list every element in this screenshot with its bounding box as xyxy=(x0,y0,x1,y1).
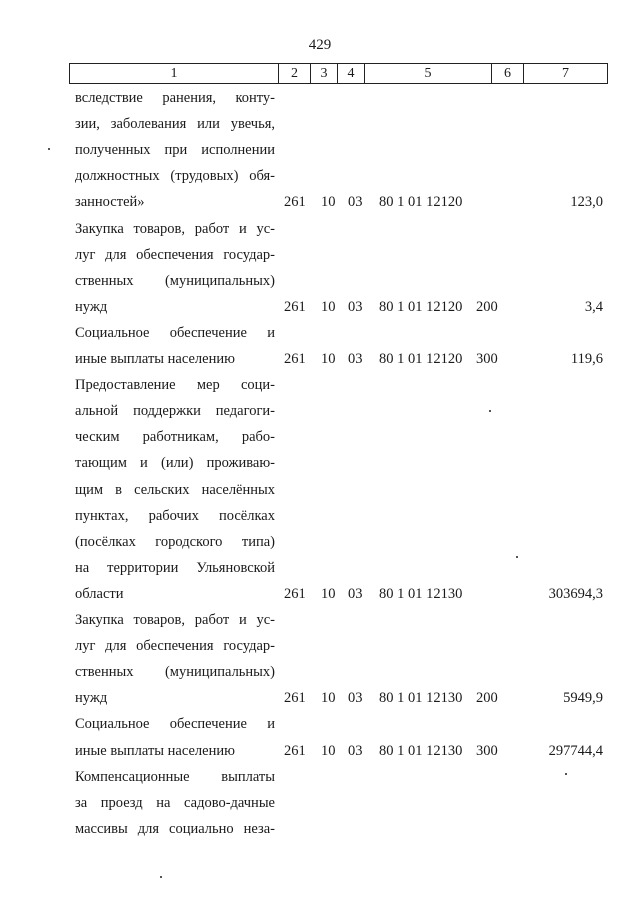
col-3-section: 10 xyxy=(321,743,336,759)
header-col-4: 4 xyxy=(338,64,365,84)
col-7-amount: 123,0 xyxy=(570,194,603,210)
row-description-line: области xyxy=(75,586,124,602)
row-description-line: Социальное обеспечение и xyxy=(75,716,275,732)
header-col-3: 3 xyxy=(311,64,338,84)
row-description-line: за проезд на садово-дачные xyxy=(75,795,275,811)
row-description-line: луг для обеспечения государ- xyxy=(75,638,275,654)
row-description-line: щим в сельских населённых xyxy=(75,482,275,498)
row-description-line: нужд xyxy=(75,690,108,706)
row-description-line: на территории Ульяновской xyxy=(75,560,275,576)
row-description-line: зии, заболевания или увечья, xyxy=(75,116,275,132)
row-description-line: Закупка товаров, работ и ус- xyxy=(75,612,275,628)
row-description-line: пунктах, рабочих посёлках xyxy=(75,508,275,524)
col-5-target-article: 80 1 01 12120 xyxy=(379,194,463,210)
col-7-amount: 297744,4 xyxy=(548,743,603,759)
row-description-line: Компенсационные выплаты xyxy=(75,769,275,785)
col-7-amount: 5949,9 xyxy=(563,690,603,706)
col-4-subsection: 03 xyxy=(348,743,363,759)
col-3-section: 10 xyxy=(321,194,336,210)
col-5-target-article: 80 1 01 12130 xyxy=(379,690,463,706)
row-description-line: должностных (трудовых) обя- xyxy=(75,168,275,184)
col-2-code: 261 xyxy=(284,194,306,210)
col-2-code: 261 xyxy=(284,351,306,367)
col-6-expense-type: 200 xyxy=(476,299,498,315)
row-description-line: Социальное обеспечение и xyxy=(75,325,275,341)
row-description-line: иные выплаты населению xyxy=(75,743,235,759)
row-description-line: вследствие ранения, конту- xyxy=(75,90,275,106)
col-5-target-article: 80 1 01 12120 xyxy=(379,299,463,315)
col-3-section: 10 xyxy=(321,586,336,602)
header-row xyxy=(70,64,608,84)
row-description-line: тающим и (или) проживаю- xyxy=(75,455,275,471)
row-description-line: ственных (муниципальных) xyxy=(75,273,275,289)
scan-speck xyxy=(48,148,50,150)
col-2-code: 261 xyxy=(284,299,306,315)
scan-speck xyxy=(516,556,518,558)
col-4-subsection: 03 xyxy=(348,586,363,602)
col-4-subsection: 03 xyxy=(348,351,363,367)
header-col-5: 5 xyxy=(365,64,492,84)
col-7-amount: 3,4 xyxy=(584,299,603,315)
row-description-line: иные выплаты населению xyxy=(75,351,235,367)
scan-speck xyxy=(489,410,491,412)
col-3-section: 10 xyxy=(321,351,336,367)
col-6-expense-type: 300 xyxy=(476,743,498,759)
header-col-7: 7 xyxy=(524,64,608,84)
col-7-amount: 119,6 xyxy=(570,351,603,367)
column-header-table xyxy=(69,63,608,84)
header-col-6: 6 xyxy=(492,64,524,84)
col-4-subsection: 03 xyxy=(348,194,363,210)
row-description-line: нужд xyxy=(75,299,108,315)
col-6-expense-type: 200 xyxy=(476,690,498,706)
page-number: 429 xyxy=(308,37,332,53)
col-2-code: 261 xyxy=(284,690,306,706)
col-5-target-article: 80 1 01 12130 xyxy=(379,743,463,759)
row-description-line: луг для обеспечения государ- xyxy=(75,247,275,263)
row-description-line: ческим работникам, рабо- xyxy=(75,429,275,445)
col-5-target-article: 80 1 01 12130 xyxy=(379,586,463,602)
row-description-line: массивы для социально неза- xyxy=(75,821,275,837)
row-description-line: Закупка товаров, работ и ус- xyxy=(75,221,275,237)
header-col-2: 2 xyxy=(279,64,311,84)
col-4-subsection: 03 xyxy=(348,690,363,706)
row-description-line: полученных при исполнении xyxy=(75,142,275,158)
scan-speck xyxy=(565,773,567,775)
header-col-1: 1 xyxy=(70,64,279,84)
col-2-code: 261 xyxy=(284,586,306,602)
col-5-target-article: 80 1 01 12120 xyxy=(379,351,463,367)
col-4-subsection: 03 xyxy=(348,299,363,315)
col-7-amount: 303694,3 xyxy=(548,586,603,602)
row-description-line: Предоставление мер соци- xyxy=(75,377,275,393)
row-description-line: ственных (муниципальных) xyxy=(75,664,275,680)
col-3-section: 10 xyxy=(321,690,336,706)
col-6-expense-type: 300 xyxy=(476,351,498,367)
scan-speck xyxy=(160,876,162,878)
row-description-line: занностей» xyxy=(75,194,145,210)
row-description-line: альной поддержки педагоги- xyxy=(75,403,275,419)
row-description-line: (посёлках городского типа) xyxy=(75,534,275,550)
col-2-code: 261 xyxy=(284,743,306,759)
col-3-section: 10 xyxy=(321,299,336,315)
